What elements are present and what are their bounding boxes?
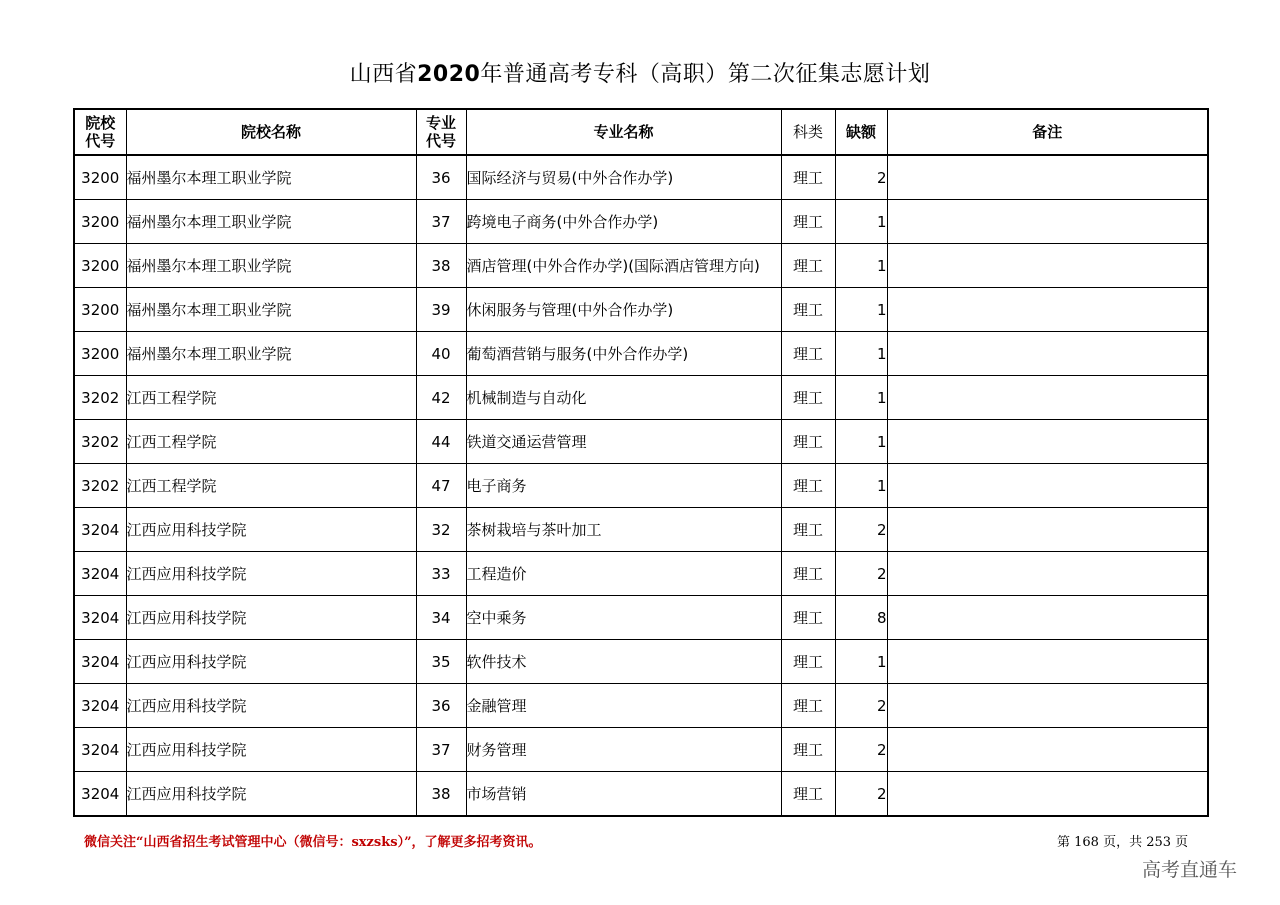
cell-major-name: 铁道交通运营管理 — [466, 420, 781, 464]
cell-remark — [887, 640, 1208, 684]
cell-school-name: 福州墨尔本理工职业学院 — [126, 155, 416, 200]
header-remark: 备注 — [887, 109, 1208, 155]
table-row — [74, 332, 1208, 376]
title-year: 2020 — [417, 62, 481, 87]
cell-school-code: 3204 — [74, 596, 126, 640]
cell-major-name: 电子商务 — [466, 464, 781, 508]
cell-major-name: 软件技术 — [466, 640, 781, 684]
cell-school-code: 3200 — [74, 155, 126, 200]
cell-school-code: 3200 — [74, 244, 126, 288]
cell-subject: 理工 — [781, 464, 835, 508]
cell-major-code: 37 — [416, 200, 466, 244]
cell-vacancy: 1 — [835, 332, 887, 376]
cell-school-name: 江西工程学院 — [126, 420, 416, 464]
header-school-code: 院校 代号 — [74, 109, 126, 155]
cell-remark — [887, 244, 1208, 288]
cell-school-name: 江西应用科技学院 — [126, 552, 416, 596]
cell-major-code: 34 — [416, 596, 466, 640]
cell-remark — [887, 155, 1208, 200]
cell-major-code: 44 — [416, 420, 466, 464]
cell-remark — [887, 772, 1208, 817]
cell-major-code: 38 — [416, 772, 466, 817]
cell-major-code: 38 — [416, 244, 466, 288]
cell-vacancy: 1 — [835, 376, 887, 420]
cell-school-code: 3204 — [74, 728, 126, 772]
cell-subject: 理工 — [781, 288, 835, 332]
cell-major-code: 36 — [416, 155, 466, 200]
cell-school-name: 江西应用科技学院 — [126, 508, 416, 552]
watermark: 高考直通车 — [1142, 859, 1238, 881]
cell-vacancy: 2 — [835, 155, 887, 200]
cell-subject: 理工 — [781, 200, 835, 244]
cell-remark — [887, 552, 1208, 596]
cell-vacancy: 1 — [835, 640, 887, 684]
cell-major-name: 金融管理 — [466, 684, 781, 728]
table-row — [74, 420, 1208, 464]
cell-subject: 理工 — [781, 640, 835, 684]
table-row — [74, 508, 1208, 552]
cell-major-code: 47 — [416, 464, 466, 508]
cell-school-code: 3204 — [74, 684, 126, 728]
cell-vacancy: 1 — [835, 464, 887, 508]
cell-subject: 理工 — [781, 420, 835, 464]
table-row — [74, 684, 1208, 728]
cell-school-code: 3200 — [74, 288, 126, 332]
cell-remark — [887, 508, 1208, 552]
cell-subject: 理工 — [781, 552, 835, 596]
cell-major-name: 茶树栽培与茶叶加工 — [466, 508, 781, 552]
table-row — [74, 772, 1208, 817]
cell-school-name: 江西应用科技学院 — [126, 684, 416, 728]
cell-major-code: 33 — [416, 552, 466, 596]
title-prefix: 山西省 — [349, 62, 418, 87]
header-major-code: 专业 代号 — [416, 109, 466, 155]
cell-school-name: 福州墨尔本理工职业学院 — [126, 288, 416, 332]
cell-subject: 理工 — [781, 684, 835, 728]
cell-major-name: 财务管理 — [466, 728, 781, 772]
cell-school-name: 江西工程学院 — [126, 376, 416, 420]
table-row — [74, 640, 1208, 684]
header-vacancy: 缺额 — [835, 109, 887, 155]
table-row — [74, 244, 1208, 288]
footer-notice: 微信关注“山西省招生考试管理中心（微信号：sxzsks）”，了解更多招考资讯。 — [84, 835, 542, 850]
table-row — [74, 596, 1208, 640]
cell-remark — [887, 288, 1208, 332]
cell-vacancy: 1 — [835, 200, 887, 244]
cell-school-code: 3202 — [74, 376, 126, 420]
cell-subject: 理工 — [781, 596, 835, 640]
cell-school-code: 3202 — [74, 464, 126, 508]
page-title — [0, 57, 1280, 88]
cell-school-code: 3204 — [74, 552, 126, 596]
cell-subject: 理工 — [781, 772, 835, 817]
table-row — [74, 376, 1208, 420]
cell-major-code: 37 — [416, 728, 466, 772]
cell-school-name: 江西工程学院 — [126, 464, 416, 508]
cell-school-code: 3200 — [74, 332, 126, 376]
cell-vacancy: 2 — [835, 552, 887, 596]
header-school-name: 院校名称 — [126, 109, 416, 155]
header-subject: 科类 — [781, 109, 835, 155]
cell-vacancy: 2 — [835, 684, 887, 728]
cell-vacancy: 1 — [835, 244, 887, 288]
cell-major-name: 工程造价 — [466, 552, 781, 596]
page-number: 第 168 页，共 253 页 — [1057, 835, 1189, 850]
cell-subject: 理工 — [781, 728, 835, 772]
header-major-name: 专业名称 — [466, 109, 781, 155]
cell-remark — [887, 332, 1208, 376]
cell-remark — [887, 464, 1208, 508]
cell-subject: 理工 — [781, 244, 835, 288]
cell-remark — [887, 728, 1208, 772]
cell-school-name: 江西应用科技学院 — [126, 728, 416, 772]
cell-major-name: 市场营销 — [466, 772, 781, 817]
cell-school-code: 3200 — [74, 200, 126, 244]
cell-major-code: 32 — [416, 508, 466, 552]
cell-remark — [887, 684, 1208, 728]
table-header-row — [74, 109, 1208, 155]
cell-major-name: 空中乘务 — [466, 596, 781, 640]
cell-major-name: 国际经济与贸易(中外合作办学) — [466, 155, 781, 200]
cell-school-name: 江西应用科技学院 — [126, 596, 416, 640]
cell-vacancy: 1 — [835, 420, 887, 464]
cell-school-code: 3204 — [74, 640, 126, 684]
cell-school-name: 福州墨尔本理工职业学院 — [126, 332, 416, 376]
cell-subject: 理工 — [781, 155, 835, 200]
cell-vacancy: 8 — [835, 596, 887, 640]
table-row — [74, 728, 1208, 772]
table-body — [74, 155, 1208, 816]
cell-major-code: 36 — [416, 684, 466, 728]
cell-vacancy: 1 — [835, 288, 887, 332]
cell-major-name: 跨境电子商务(中外合作办学) — [466, 200, 781, 244]
cell-remark — [887, 200, 1208, 244]
cell-major-name: 休闲服务与管理(中外合作办学) — [466, 288, 781, 332]
cell-major-name: 机械制造与自动化 — [466, 376, 781, 420]
cell-vacancy: 2 — [835, 728, 887, 772]
cell-school-name: 江西应用科技学院 — [126, 772, 416, 817]
table-row — [74, 200, 1208, 244]
table-row — [74, 155, 1208, 200]
cell-major-code: 39 — [416, 288, 466, 332]
cell-school-name: 江西应用科技学院 — [126, 640, 416, 684]
admission-plan-table — [73, 108, 1209, 817]
cell-major-name: 酒店管理(中外合作办学)(国际酒店管理方向) — [466, 244, 781, 288]
cell-school-name: 福州墨尔本理工职业学院 — [126, 200, 416, 244]
cell-major-code: 40 — [416, 332, 466, 376]
cell-major-name: 葡萄酒营销与服务(中外合作办学) — [466, 332, 781, 376]
cell-school-name: 福州墨尔本理工职业学院 — [126, 244, 416, 288]
cell-subject: 理工 — [781, 332, 835, 376]
cell-major-code: 42 — [416, 376, 466, 420]
cell-school-code: 3202 — [74, 420, 126, 464]
cell-vacancy: 2 — [835, 508, 887, 552]
cell-remark — [887, 420, 1208, 464]
cell-vacancy: 2 — [835, 772, 887, 817]
cell-school-code: 3204 — [74, 508, 126, 552]
cell-major-code: 35 — [416, 640, 466, 684]
cell-remark — [887, 596, 1208, 640]
title-suffix: 年普通高考专科（高职）第二次征集志愿计划 — [480, 62, 931, 87]
table-row — [74, 288, 1208, 332]
cell-subject: 理工 — [781, 376, 835, 420]
cell-remark — [887, 376, 1208, 420]
cell-subject: 理工 — [781, 508, 835, 552]
cell-school-code: 3204 — [74, 772, 126, 817]
table-row — [74, 552, 1208, 596]
table-row — [74, 464, 1208, 508]
